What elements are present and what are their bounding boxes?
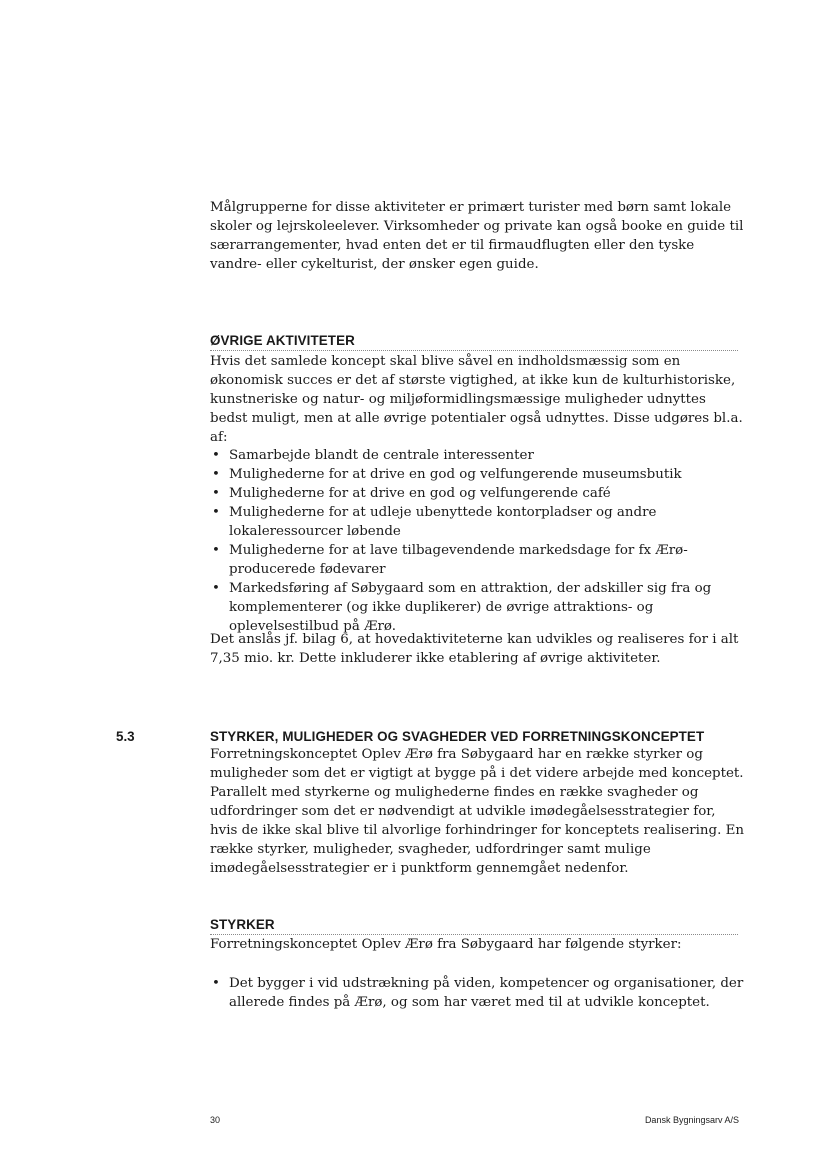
bullet-icon: • (212, 543, 220, 558)
bullet-list-ovrige (210, 446, 745, 636)
bullet-list-styrker (210, 974, 745, 1012)
list-item: • Markedsføring af Søbygaard som en attraktion, der adskiller sig fra og komplementerer (og ikke duplikerer) de øvrige attraktions- og oplevelsestilbud på Ærø. (212, 581, 712, 634)
paragraph-styrker-intro: Forretningskonceptet Oplev Ærø fra Søbygaard har følgende styrker: (210, 937, 682, 952)
list-item: • Mulighederne for at drive en god og velfungerende café (212, 486, 611, 501)
list-item: • Samarbejde blandt de centrale interessenter (212, 448, 534, 463)
bullet-icon: • (212, 467, 220, 482)
footer-company: Dansk Bygningsarv A/S (644, 1115, 739, 1125)
heading-ovrige-aktiviteter: ØVRIGE AKTIVITETER (210, 333, 738, 351)
heading-styrker: STYRKER (210, 917, 738, 935)
list-item: • Det bygger i vid udstrækning på viden, kompetencer og organisationer, der allerede findes på Ærø, og som har været med til at udvikle konceptet. (212, 976, 744, 1010)
section-title: STYRKER, MULIGHEDER OG SVAGHEDER VED FORRETNINGSKONCEPTET (210, 729, 705, 744)
list-item: • Mulighederne for at drive en god og velfungerende museumsbutik (212, 467, 682, 482)
bullet-icon: • (212, 581, 220, 596)
section-number: 5.3 (116, 729, 135, 744)
list-item: • Mulighederne for at udleje ubenyttede kontorpladser og andre lokaleressourcer løbende (212, 505, 657, 539)
paragraph-target-groups: Målgrupperne for disse aktiviteter er primært turister med børn samt lokale skoler og lejrskoleelever. Virksomheder og private kan også booke en guide til særarrangementer, hvad enten det er til firmaudflugten eller den tyske vandre- eller cykelturist, der ønsker egen guide. (210, 200, 744, 272)
paragraph-cost-estimate: Det anslås jf. bilag 6, at hovedaktiviteterne kan udvikles og realiseres for i alt 7,35 mio. kr. Dette inkluderer ikke etablering af øvrige aktiviteter. (210, 632, 739, 666)
bullet-icon: • (212, 976, 220, 991)
paragraph-business-concept: Forretningskonceptet Oplev Ærø fra Søbygaard har en række styrker og muligheder som det er vigtigt at bygge på i det videre arbejde med konceptet. Parallelt med styrkerne og mulighederne findes en række svagheder og udfordringer som det er nødvendigt at udvikle imødegåelsesstrategier for, hvis de ikke skal blive til alvorlige forhindringer for konceptets realisering. En række styrker, muligheder, svagheder, udfordringer samt mulige imødegåelsesstrategier er i punktform gennemgået nedenfor. (210, 747, 744, 876)
page-number: 30 (210, 1115, 221, 1125)
bullet-icon: • (212, 448, 220, 463)
paragraph-concept-potential: Hvis det samlede koncept skal blive såvel en indholdsmæssig som en økonomisk succes er det af største vigtighed, at ikke kun de kulturhistoriske, kunstneriske og natur- og miljøformidlingsmæssige muligheder udnyttes bedst muligt, men at alle øvrige potentialer også udnyttes. Disse udgøres bl.a. af: (210, 354, 743, 445)
list-item: • Mulighederne for at lave tilbagevendende markedsdage for fx Ærø-producerede fødevarer (212, 543, 688, 577)
bullet-icon: • (212, 505, 220, 520)
bullet-icon: • (212, 486, 220, 501)
